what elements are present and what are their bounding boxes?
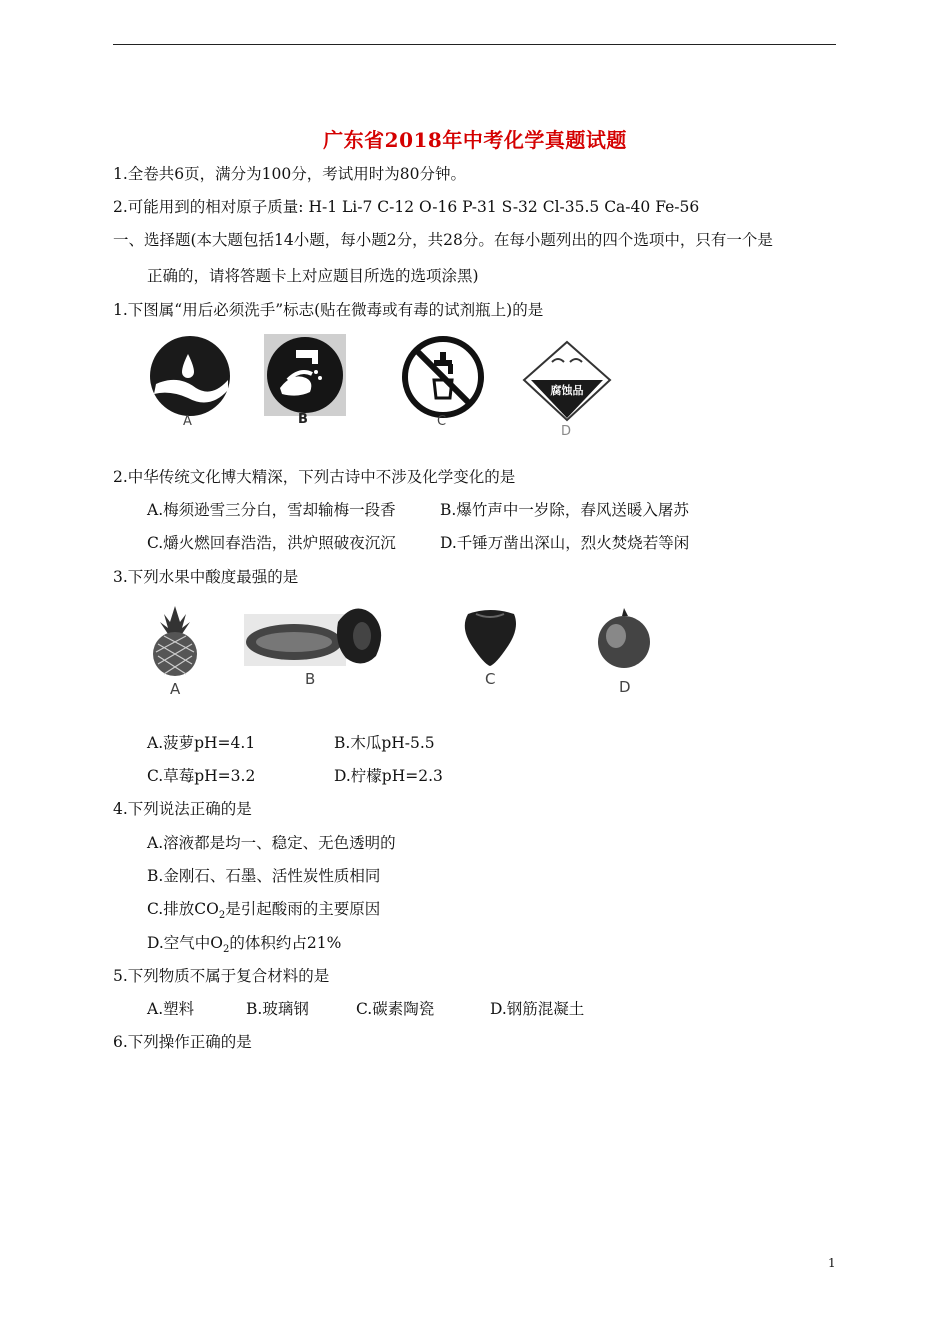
pineapple-icon [146, 604, 204, 678]
q4-option-d-post: 的体积约占21% [229, 934, 342, 952]
q4-option-d-sub: 2 [223, 944, 230, 956]
q3-label-d: D [619, 678, 631, 696]
q5-option-d: D.钢筋混凝土 [490, 1000, 585, 1018]
q2-option-a: A.梅须逊雪三分白，雪却输梅一段香 [147, 501, 396, 519]
q5-option-a: A.塑料 [147, 1000, 195, 1018]
q3-label-b: B [305, 670, 316, 688]
q1-stem: 1.下图属“用后必须洗手”标志(贴在微毒或有毒的试剂瓶上)的是 [113, 301, 544, 319]
q3-option-c: C.草莓pH=3.2 [147, 767, 256, 785]
q4-option-d [147, 933, 341, 960]
q4-option-c-pre: C.排放CO [147, 900, 219, 918]
q1-label-c: C [437, 414, 447, 429]
q3-label-a: A [170, 680, 181, 698]
q2-option-b: B.爆竹声中一岁除，春风送暖入屠苏 [440, 501, 689, 519]
q2-stem: 2.中华传统文化博大精深，下列古诗中不涉及化学变化的是 [113, 468, 516, 486]
q1-label-b: B [298, 412, 308, 427]
q3-option-a: A.菠萝pH=4.1 [147, 734, 256, 752]
q5-option-c: C.碳素陶瓷 [356, 1000, 435, 1018]
papaya-icon [244, 600, 390, 670]
q3-label-c: C [485, 670, 496, 688]
note-2-text: 2.可能用到的相对原子质量: H-1 Li-7 C-12 O-16 P-31 S-32 Cl-35.5 Ca-40 Fe-56 [113, 198, 700, 216]
q3-option-d: D.柠檬pH=2.3 [334, 767, 443, 785]
q2-option-d: D.千锤万凿出深山，烈火焚烧若等闲 [440, 534, 690, 552]
q4-option-c [147, 899, 380, 926]
q5-stem: 5.下列物质不属于复合材料的是 [113, 967, 330, 985]
q4-stem: 4.下列说法正确的是 [113, 800, 252, 818]
q1-sign-a-icon [148, 334, 232, 418]
q4-option-d-pre: D.空气中O [147, 934, 224, 952]
q5-option-b: B.玻璃钢 [246, 1000, 309, 1018]
strawberry-icon [458, 606, 522, 668]
q1-sign-c-icon [400, 334, 486, 420]
q1-sign-b-icon [262, 332, 348, 418]
q4-option-a: A.溶液都是均一、稳定、无色透明的 [147, 834, 396, 852]
q4-option-c-sub: 2 [218, 910, 226, 922]
section-heading-cont: 正确的，请将答题卡上对应题目所选的选项涂黑) [147, 267, 479, 285]
note-2 [113, 197, 699, 217]
q2-option-c: C.爝火燃回春浩浩，洪炉照破夜沉沉 [147, 534, 396, 552]
q1-sign-d-text: 腐蚀品 [550, 384, 584, 397]
q1-label-a: A [183, 414, 192, 429]
q1-label-d: D [561, 424, 572, 439]
page-title: 广东省2018年中考化学真题试题 [323, 128, 627, 152]
q1-sign-d-icon [522, 340, 612, 422]
page-number: 1 [828, 1256, 836, 1270]
q6-stem: 6.下列操作正确的是 [113, 1033, 252, 1051]
header-rule [113, 44, 836, 45]
q4-option-c-post: 是引起酸雨的主要原因 [225, 900, 381, 918]
section-heading: 一、选择题(本大题包括14小题，每小题2分，共28分。在每小题列出的四个选项中，只有一个是 [113, 231, 773, 249]
lemon-icon [594, 606, 654, 670]
note-1: 1.全卷共6页，满分为100分，考试用时为80分钟。 [113, 165, 466, 183]
q3-option-b: B.木瓜pH-5.5 [334, 734, 435, 752]
q4-option-b: B.金刚石、石墨、活性炭性质相同 [147, 867, 381, 885]
q3-stem: 3.下列水果中酸度最强的是 [113, 568, 299, 586]
